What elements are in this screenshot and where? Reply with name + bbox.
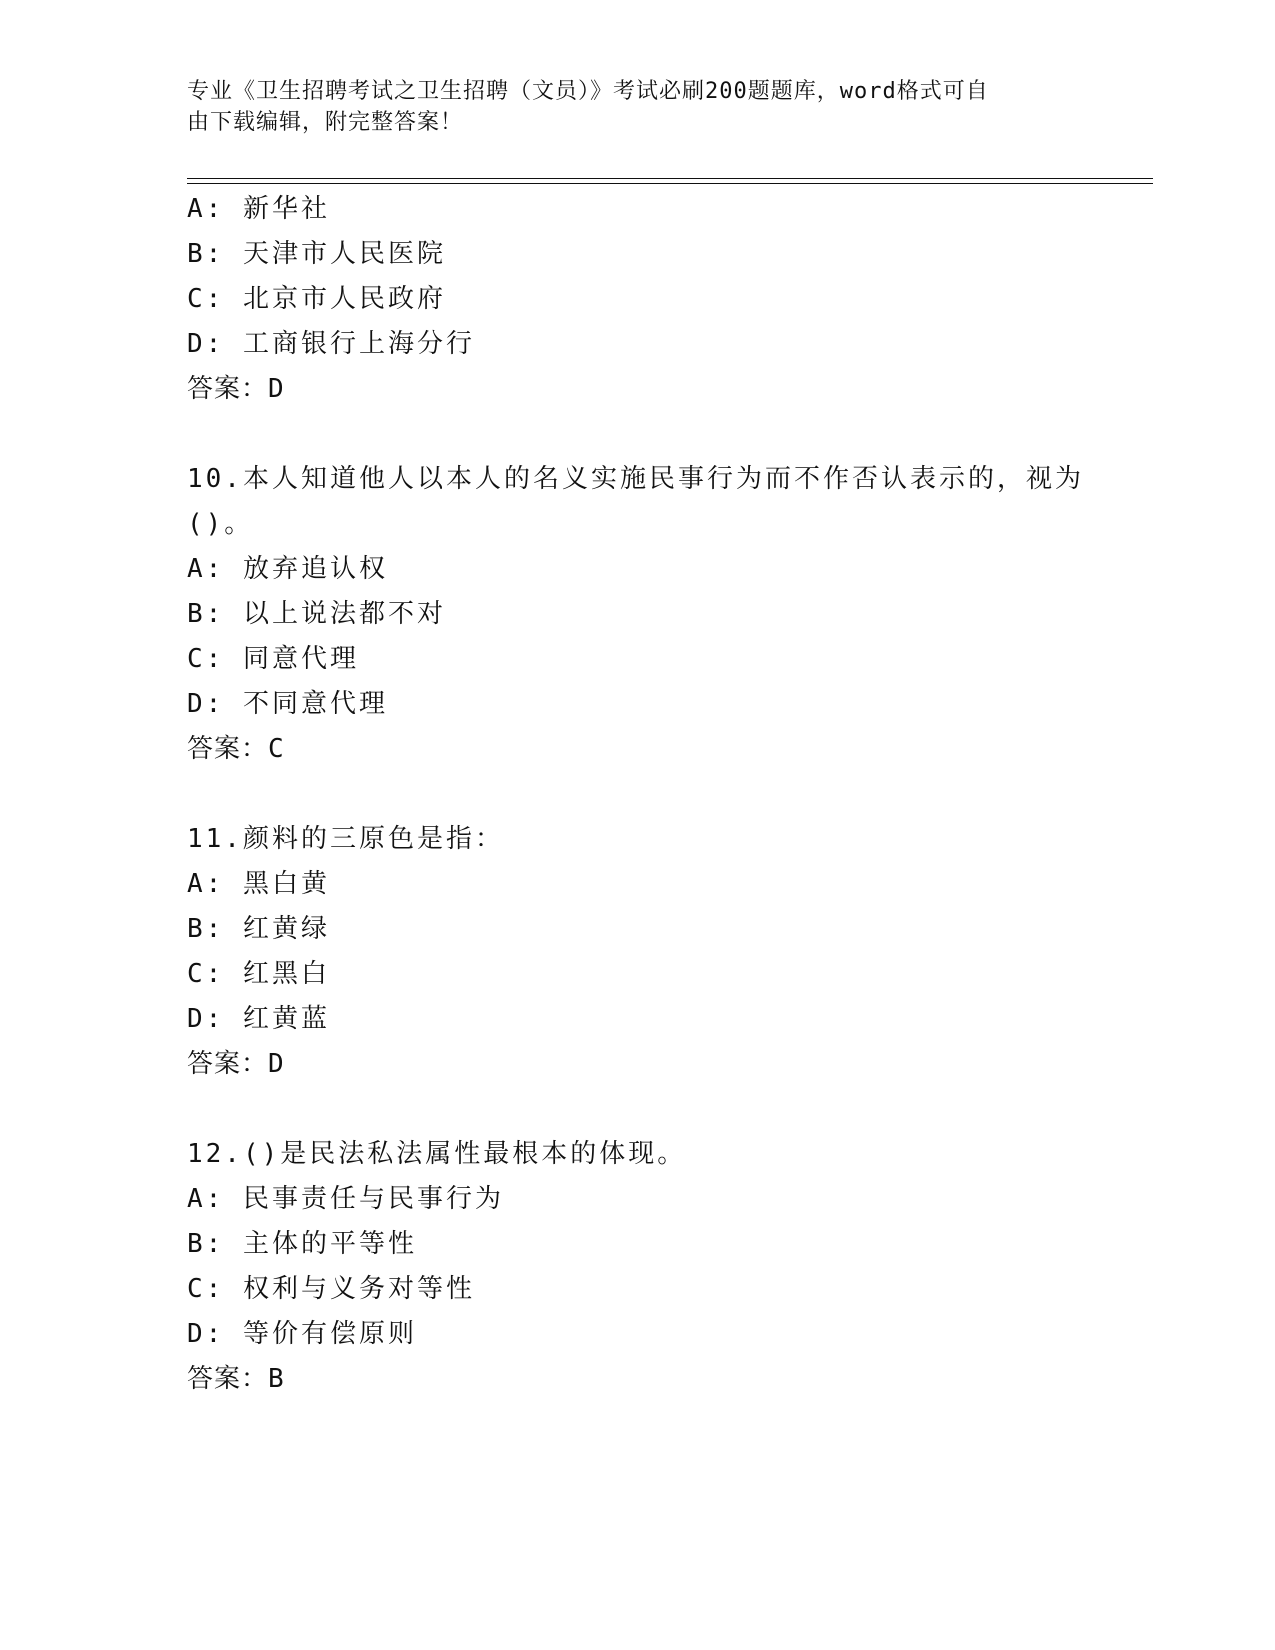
question-11-option-a: A: 黑白黄: [187, 869, 330, 899]
question-10-option-c: C: 同意代理: [187, 644, 359, 674]
question-10-option-a: A: 放弃追认权: [187, 554, 388, 584]
question-12-stem: 12.()是民法私法属性最根本的体现。: [187, 1139, 687, 1169]
question-11-option-c: C: 红黑白: [187, 959, 330, 989]
header-divider-bottom: [187, 183, 1153, 184]
question-11-option-b: B: 红黄绿: [187, 914, 330, 944]
answer-value: D: [268, 374, 285, 404]
question-10-stem-cont: ()。: [187, 509, 254, 539]
question-9-option-a: A: 新华社: [187, 194, 330, 224]
answer-value: B: [268, 1364, 285, 1394]
question-10-stem: 10.本人知道他人以本人的名义实施民事行为而不作否认表示的，视为: [187, 464, 1084, 494]
question-9-option-d: D: 工商银行上海分行: [187, 329, 475, 359]
question-9-answer: [187, 372, 285, 406]
question-9-option-b: B: 天津市人民医院: [187, 239, 446, 269]
answer-label: 答案：: [187, 374, 269, 404]
header-divider-top: [187, 178, 1153, 179]
answer-label: 答案：: [187, 1364, 269, 1394]
question-11-option-d: D: 红黄蓝: [187, 1004, 330, 1034]
question-9-option-c: C: 北京市人民政府: [187, 284, 446, 314]
question-12-answer: [187, 1362, 285, 1396]
question-11-stem: 11.颜料的三原色是指：: [187, 824, 504, 854]
question-12-option-d: D: 等价有偿原则: [187, 1319, 417, 1349]
document-header: [187, 76, 1067, 138]
question-10-option-b: B: 以上说法都不对: [187, 599, 446, 629]
answer-label: 答案：: [187, 734, 269, 764]
answer-value: D: [268, 1049, 285, 1079]
header-line-2: 由下载编辑，附完整答案！: [187, 110, 464, 135]
question-12-option-a: A: 民事责任与民事行为: [187, 1184, 504, 1214]
question-10-option-d: D: 不同意代理: [187, 689, 388, 719]
header-line-1: 专业《卫生招聘考试之卫生招聘（文员）》考试必刷200题题库，word格式可自: [187, 79, 989, 104]
answer-value: C: [268, 734, 285, 764]
answer-label: 答案：: [187, 1049, 269, 1079]
question-12-option-b: B: 主体的平等性: [187, 1229, 417, 1259]
question-11-answer: [187, 1047, 285, 1081]
question-12-option-c: C: 权利与义务对等性: [187, 1274, 475, 1304]
question-10-answer: [187, 732, 285, 766]
